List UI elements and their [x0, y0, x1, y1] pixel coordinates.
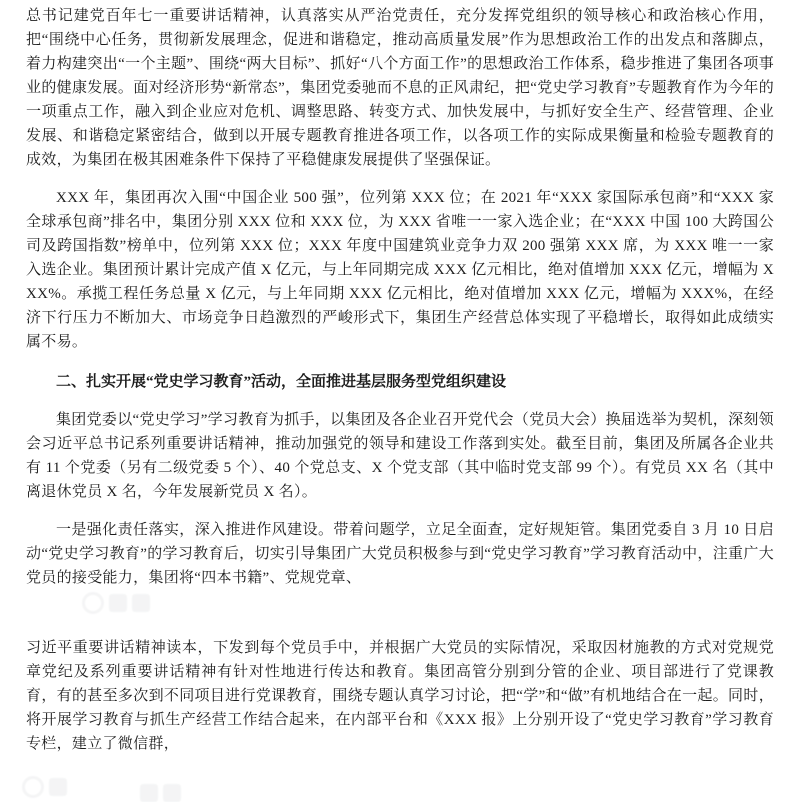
watermark-glyph [163, 784, 181, 802]
watermark [140, 784, 181, 802]
paragraph-next-page: 习近平重要讲话精神读本，下发到每个党员手中，并根据广大党员的实际情况，采取因材施教的方式对党规党章党纪及系列重要讲话精神有针对性地进行传达和教育。集团高管分别到分管的企业、项目部进行了党课教育，有的甚至多次到不同项目进行党课教育，围绕专题认真学习讨论，把“学”和“做”有机地结合在一起。同时，将开展学习教育与抓生产经营工作结合起来，在内部平台和《XXX 报》上分别开设了“党史学习教育”学习教育专栏，建立了微信群， [26, 640, 774, 752]
paragraph: 一是强化责任落实，深入推进作风建设。带着问题学，立足全面查，定好规矩管。集团党委自 3 月 10 日启动“党史学习教育”的学习教育后，切实引导集团广大党员积极参与到“党史学习教育”学习教育活动中，注重广大党员的接受能力，集团将“四本书籍”、党规党章、 [26, 522, 774, 586]
paragraph: XXX 年，集团再次入围“中国企业 500 强”，位列第 XXX 位；在 2021 年“XXX 家国际承包商”和“XXX 家全球承包商”排名中，集团分别 XXX 位和 XXX 位，为 XXX 省唯一一家入选企业；在“XXX 中国 100 大跨国公司及跨国指数”榜单中，位列第 XXX 位；XXX 年度中国建筑业竞争力双 200 强第 XXX 席，为 XXX 唯一一家入选企业。集团预计累计完成产值 X 亿元，与上年同期完成 XXX 亿元相比，绝对值增加 XXX 亿元，增幅为 XXX%。承揽工程任务总量 X 亿元，与上年同期 XXX 亿元相比，绝对值增加 XXX 亿元，增幅为 XXX%，在经济下行压力不断加大、市场竞争日趋激烈的严峻形式下，集团生产经营总体实现了平稳增长，取得如此成绩实属不易。 [26, 190, 774, 350]
paragraph-continued: 总书记建党百年七一重要讲话精神，认真落实从严治党责任，充分发挥党组织的领导核心和政治核心作用，把“围绕中心任务，贯彻新发展理念，促进和谐稳定，推动高质量发展”作为思想政治工作的出发点和落脚点，着力构建突出“一个主题”、围绕“两大目标”、抓好“八个方面工作”的思想政治工作体系，稳步推进了集团各项事业的健康发展。面对经济形势“新常态”，集团党委驰而不息的正风肃纪，把“党史学习教育”专题教育作为今年的一项重点工作，融入到企业应对危机、调整思路、转变方式、加快发展中，与抓好安全生产、经营管理、企业发展、和谐稳定紧密结合，做到以开展专题教育推进各项工作，以各项工作的实际成果衡量和检验专题教育的成效，为集团在极其困难条件下保持了平稳健康发展提供了坚强保证。 [26, 8, 774, 168]
watermark-glyph [140, 784, 158, 802]
watermark-logo-icon [22, 776, 44, 798]
watermark [22, 776, 67, 798]
paragraph: 集团党委以“党史学习”学习教育为抓手，以集团及各企业召开党代会（党员大会）换届选举为契机，深刻领会习近平总书记系列重要讲话精神，推动加强党的领导和建设工作落到实处。截至目前，集团及所属各企业共有 11 个党委（另有二级党委 5 个）、40 个党总支、X 个党支部（其中临时党支部 99 个）。有党员 XX 名（其中离退休党员 X 名，今年发展新党员 X 名）。 [26, 412, 774, 500]
watermark-glyph [49, 778, 67, 796]
section-heading: 二、扎实开展“党史学习教育”活动，全面推进基层服务型党组织建设 [56, 374, 507, 390]
